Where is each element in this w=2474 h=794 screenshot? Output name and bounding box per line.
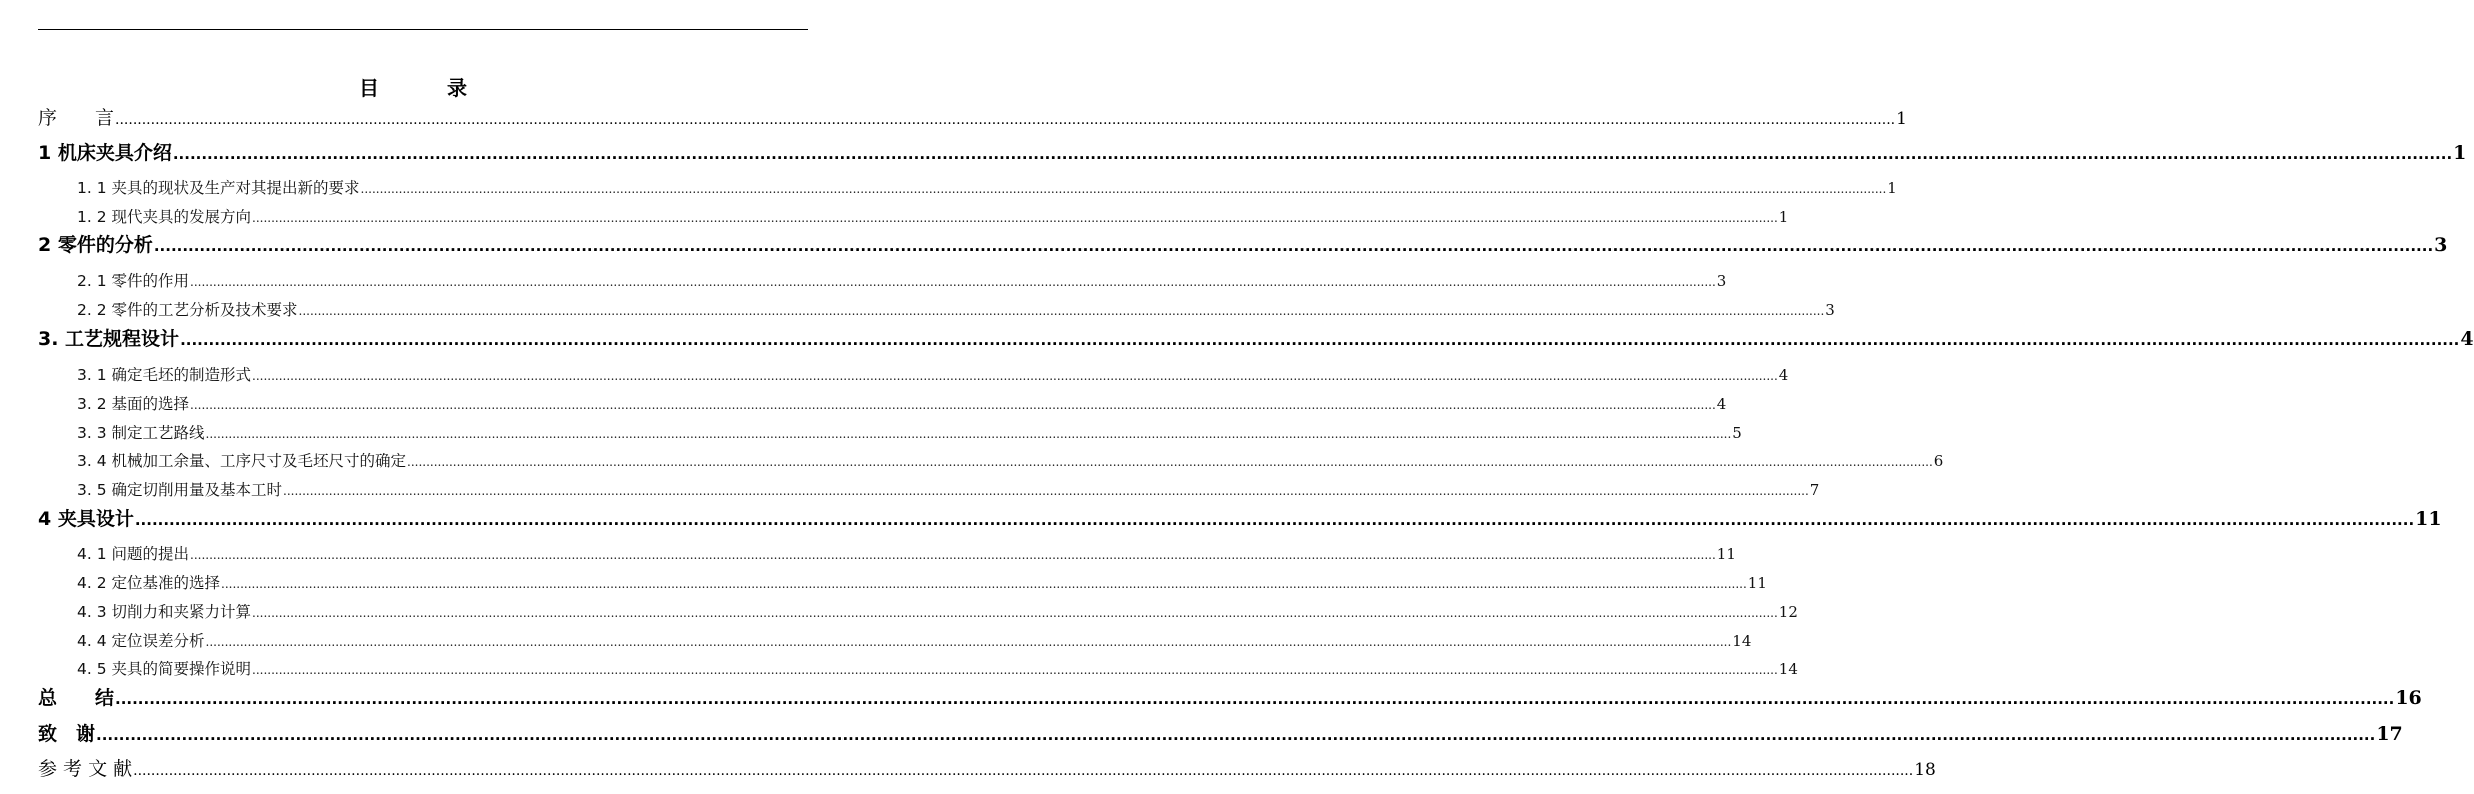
toc-entry-label: 4. 5 夹具的简要操作说明 <box>77 660 252 678</box>
toc-entry <box>77 629 1752 654</box>
toc-entry <box>38 722 2403 747</box>
toc-leader-dots: ................................................................................................................................................................................................................................................................................................................................................................................................................ <box>252 369 1778 383</box>
toc-entry <box>77 392 1727 417</box>
toc-entry <box>77 657 1798 682</box>
toc-page-number: 14 <box>1732 632 1752 650</box>
toc-entry-label: 序 言 <box>38 107 115 129</box>
toc-entry <box>38 106 1907 132</box>
toc-entry-label: 4. 2 定位基准的选择 <box>77 574 221 592</box>
toc-page-number: 6 <box>1933 452 1944 470</box>
toc-leader-dots: ................................................................................................................................................................................................................................................................................................................................................................................................................ <box>205 427 1732 441</box>
toc-page-number: 12 <box>1778 603 1798 621</box>
toc-entry <box>77 363 1789 388</box>
toc-page-number: 5 <box>1732 424 1742 442</box>
toc-page-number: 11 <box>1716 545 1736 563</box>
toc-entry <box>77 176 1897 201</box>
toc-page-number: 3 <box>2434 234 2448 256</box>
toc-entry <box>38 686 2422 711</box>
toc-page-number: 3 <box>1716 272 1727 290</box>
toc-entry-label: 3. 3 制定工艺路线 <box>77 424 205 442</box>
toc-leader-dots: ................................................................................................................................................................................................................................................................................................................................................................................................................ <box>190 275 1716 289</box>
toc-entry-label: 4. 4 定位误差分析 <box>77 632 205 650</box>
toc-entry <box>77 571 1767 596</box>
toc-page-number: 18 <box>1914 760 1936 780</box>
toc-entry <box>38 757 1936 783</box>
toc-page-number: 1 <box>1887 179 1897 197</box>
toc-entry-label: 3. 4 机械加工余量、工序尺寸及毛坯尺寸的确定 <box>77 452 407 470</box>
toc-leader-dots: ................................................................................................................................................................................................................................................................................................................................................................................................................ <box>115 690 2395 708</box>
toc-entry-label: 参 考 文 献 <box>38 758 133 780</box>
toc-leader-dots: ................................................................................................................................................................................................................................................................................................................................................................................................................ <box>115 112 1896 128</box>
toc-entry-label: 1 机床夹具介绍 <box>38 142 172 164</box>
toc-entry-label: 3. 5 确定切削用量及基本工时 <box>77 481 283 499</box>
toc-page-number: 1 <box>1896 109 1907 129</box>
toc-leader-dots: ................................................................................................................................................................................................................................................................................................................................................................................................................ <box>283 484 1809 498</box>
toc-entry-label: 4 夹具设计 <box>38 508 134 530</box>
toc-page-number: 7 <box>1809 481 1820 499</box>
toc-entry <box>77 205 1789 230</box>
toc-leader-dots: ................................................................................................................................................................................................................................................................................................................................................................................................................ <box>205 635 1732 649</box>
toc-entry-label: 2 零件的分析 <box>38 234 153 256</box>
toc-leader-dots: ................................................................................................................................................................................................................................................................................................................................................................................................................ <box>133 763 1914 779</box>
toc-leader-dots: ................................................................................................................................................................................................................................................................................................................................................................................................................ <box>298 304 1825 318</box>
toc-entry <box>77 478 1820 503</box>
toc-entry <box>38 507 2442 532</box>
toc-leader-dots: ................................................................................................................................................................................................................................................................................................................................................................................................................ <box>407 455 1933 469</box>
toc-leader-dots: ................................................................................................................................................................................................................................................................................................................................................................................................................ <box>252 606 1778 620</box>
toc-entry <box>77 421 1742 446</box>
toc-entry-label: 总 结 <box>38 687 115 709</box>
toc-entry-label: 2. 2 零件的工艺分析及技术要求 <box>77 301 298 319</box>
toc-leader-dots: ................................................................................................................................................................................................................................................................................................................................................................................................................ <box>252 663 1778 677</box>
toc-leader-dots: ................................................................................................................................................................................................................................................................................................................................................................................................................ <box>180 331 2460 349</box>
toc-entry-label: 4. 3 切削力和夹紧力计算 <box>77 603 252 621</box>
toc-entry <box>38 327 2474 352</box>
toc-entry <box>77 600 1798 625</box>
toc-leader-dots: ................................................................................................................................................................................................................................................................................................................................................................................................................ <box>172 145 2453 163</box>
toc-entry-label: 3. 1 确定毛坯的制造形式 <box>77 366 252 384</box>
toc-page-number: 1 <box>2453 142 2467 164</box>
toc-page-number: 17 <box>2376 723 2403 745</box>
toc-entry <box>77 542 1736 567</box>
toc-leader-dots: ................................................................................................................................................................................................................................................................................................................................................................................................................ <box>252 211 1778 225</box>
toc-entry-label: 3. 工艺规程设计 <box>38 328 180 350</box>
toc-entry-label: 3. 2 基面的选择 <box>77 395 190 413</box>
toc-entry <box>38 141 2467 166</box>
toc-entry <box>77 298 1835 323</box>
toc-leader-dots: ................................................................................................................................................................................................................................................................................................................................................................................................................ <box>360 182 1887 196</box>
toc-leader-dots: ................................................................................................................................................................................................................................................................................................................................................................................................................ <box>134 511 2415 529</box>
toc-page-number: 14 <box>1778 660 1798 678</box>
toc-entry <box>77 269 1727 294</box>
toc-title: 目 录 <box>359 76 491 100</box>
toc-entry <box>38 233 2448 258</box>
toc-entry-label: 致 谢 <box>38 723 96 745</box>
toc-entry-label: 2. 1 零件的作用 <box>77 272 190 290</box>
toc-leader-dots: ................................................................................................................................................................................................................................................................................................................................................................................................................ <box>190 398 1716 412</box>
toc-page-number: 11 <box>2415 508 2442 530</box>
toc-entry-label: 1. 2 现代夹具的发展方向 <box>77 208 252 226</box>
toc-leader-dots: ................................................................................................................................................................................................................................................................................................................................................................................................................ <box>96 726 2376 744</box>
toc-leader-dots: ................................................................................................................................................................................................................................................................................................................................................................................................................ <box>221 577 1747 591</box>
toc-page-number: 4 <box>2460 328 2474 350</box>
toc-entry <box>77 449 1944 474</box>
toc-entry-label: 1. 1 夹具的现状及生产对其提出新的要求 <box>77 179 360 197</box>
toc-entry-label: 4. 1 问题的提出 <box>77 545 190 563</box>
toc-page-number: 4 <box>1778 366 1789 384</box>
toc-page-number: 1 <box>1778 208 1789 226</box>
toc-leader-dots: ................................................................................................................................................................................................................................................................................................................................................................................................................ <box>153 237 2434 255</box>
toc-page-number: 11 <box>1747 574 1767 592</box>
toc-page-number: 16 <box>2395 687 2422 709</box>
toc-page-number: 3 <box>1825 301 1835 319</box>
toc-page-number: 4 <box>1716 395 1727 413</box>
toc-leader-dots: ................................................................................................................................................................................................................................................................................................................................................................................................................ <box>190 548 1716 562</box>
